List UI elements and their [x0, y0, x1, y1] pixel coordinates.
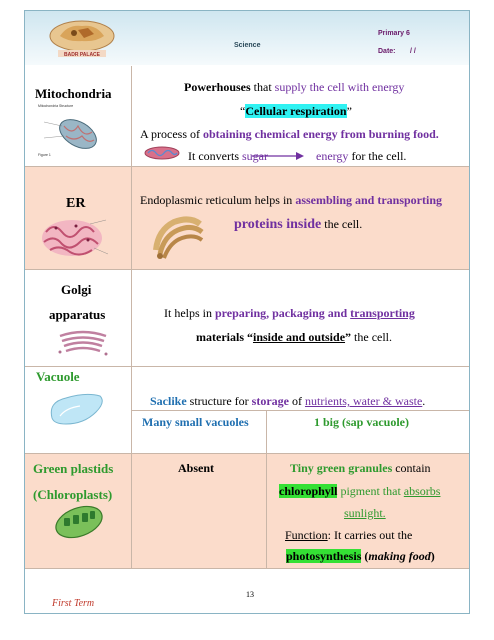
plastids-line-4: Function: It carries out the — [285, 528, 413, 542]
er-photo — [150, 210, 206, 262]
vacuole-plant-cell: 1 big (sap vacuole) — [314, 415, 410, 429]
mito-line-2: “Cellular respiration” — [240, 104, 352, 118]
plastids-line-3: sunlight. — [344, 506, 386, 520]
plastids-line-2: chlorophyll pigment that absorbs — [279, 484, 441, 498]
grade-label: Primary 6 — [378, 30, 410, 37]
plastids-line-5: photosynthesis (making food) — [286, 549, 435, 563]
er-diagram — [30, 214, 112, 264]
vacuole-inner-divider — [132, 410, 469, 411]
arrow-right-icon — [250, 151, 306, 161]
vacuole-col-divider — [266, 410, 267, 453]
plastids-col-divider — [266, 454, 267, 568]
row-divider — [25, 568, 469, 569]
golgi-line-1: It helps in preparing, packaging and transporting — [164, 306, 415, 320]
page-number: 13 — [246, 590, 254, 599]
golgi-title-1: Golgi — [61, 282, 92, 297]
er-line-2: proteins inside the cell. — [234, 217, 363, 232]
date-slots: / / — [410, 48, 416, 55]
mito-line-4-end: energy for the cell. — [316, 149, 407, 163]
term-label: First Term — [52, 598, 95, 609]
vacuole-diagram — [46, 388, 106, 428]
subject-label: Science — [234, 42, 261, 49]
plastids-title-1: Green plastids — [33, 461, 114, 476]
mitochondrion-icon — [142, 144, 182, 162]
plastids-title-2: (Chloroplasts) — [33, 487, 113, 502]
mito-line-4: It converts sugar — [188, 149, 268, 163]
logo-text: BADR PALACE — [63, 52, 101, 58]
vacuole-title: Vacuole — [36, 369, 80, 384]
mito-figure-title: Mitochondria Structure — [38, 104, 74, 108]
school-logo — [36, 14, 128, 60]
mitochondria-diagram — [36, 102, 104, 160]
date-label: Date: — [378, 48, 396, 55]
er-title: ER — [66, 196, 86, 211]
mito-line-1: Powerhouses that supply the cell with energy — [184, 80, 405, 94]
vacuole-line-1: Saclike structure for storage of nutrients, water & waste. — [150, 394, 426, 408]
mito-figure-caption: Figure 1 — [38, 153, 51, 157]
mitochondria-title: Mitochondria — [35, 86, 112, 101]
plastids-animal-cell: Absent — [178, 461, 215, 475]
golgi-title-2: apparatus — [49, 307, 106, 322]
golgi-diagram — [56, 328, 110, 360]
chloroplast-diagram — [52, 502, 106, 542]
mito-line-3: A process of obtaining chemical energy from burning food. — [140, 127, 439, 141]
er-line-1: Endoplasmic reticulum helps in assembling and transporting — [140, 193, 443, 207]
vacuole-animal-cell: Many small vacuoles — [142, 415, 249, 429]
plastids-line-1: Tiny green granules contain — [290, 461, 431, 475]
golgi-line-2: materials “inside and outside” the cell. — [196, 330, 393, 344]
